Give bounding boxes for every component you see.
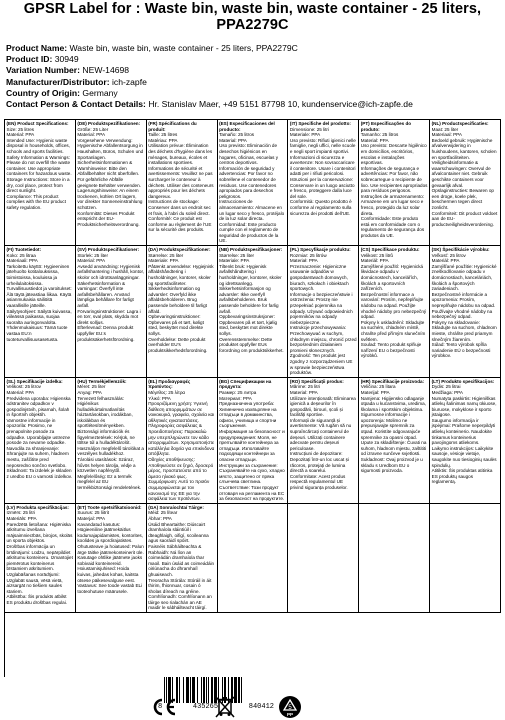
spec-cell: [288, 120, 359, 246]
spec-cell-heading: (ET) Toote spetsifikatsioonid:: [77, 504, 142, 510]
spec-cell: [76, 504, 147, 613]
info-row-variation-number: Variation Number: NEW-14698: [6, 65, 130, 76]
empty-cell: [359, 504, 430, 613]
spec-cell: [359, 246, 430, 378]
ce-mark-icon: [150, 697, 178, 717]
spec-cell-heading: (HU) Termékjellemzők:: [77, 378, 127, 384]
spec-cell: [147, 378, 218, 504]
spec-cell-heading: (EL) Προδιαγραφές προϊόντος:: [148, 378, 191, 390]
spec-cell-text: Tamaño: 25 litros Material: PPA Uso previsto: Eliminación de desechos higiénicos en hogares, oficinas, escuelas y centros deportivos. Información de seguridad y advertencias: Por favor no sobrellene el contenedor de residuos. Use contenedores apropiados para desechos peligrosos. Instrucciones de almacenamiento: Almacene en un lugar seco y fresco, protéjalo de la luz solar directa. Conformidad: Este producto cumple con el reglamento de seguridad de productos de la UE.: [219, 132, 285, 244]
spec-cell-text: Velikost: 25 litrů Materiál: PPA Zamýšlené použití: Hygienická likvidace odpadu v domácnostech, kancelářích, školách a sportovních zařízeních. Bezpečnostní informace a varování: Prosím, nepřeplňujte nádobu na odpad. Použijte vhodné nádoby pro nebezpečný odpad. Pokyny k uskladnění: Skladujte na suchém, chladném místě, chraňte před přímým slunečním světlem. Soulad: Tento produkt splňuje nařízení EU o bezpečnosti výrobků.: [360, 252, 427, 359]
spec-cell: [359, 120, 430, 246]
spec-cell-text: Größe: 25 Liter Material: PPA Vorgesehene Verwendung: Hygienische Abfallentsorgung in Haushalten, Büros, Schulen und Sportanlagen. Sicherheitsinformationen & Warnhinweise: Bitte den Abfallbehälter nicht überfüllen. Für gefährliche Abfälle geeignete Behälter verwenden. Lagerungshinweise: An einem trockenen, kühlen Ort lagern, vor direkter Sonneneinstrahlung schützen. Konformität: Dieses Produkt entspricht der EU-Produktsicherheitsverordnung.: [77, 126, 144, 227]
spec-cell-heading: (RO) Specificații produs:: [289, 378, 344, 384]
info-row-contact: Contact Person & Contact Details: Hr. Stanislav Maer, +49 5151 87798 10, kundenservice@ich-zapfe.de: [6, 99, 413, 110]
spec-cell-text: Størrelse: 25 liter Materiale: PPA Påtænkt anvendelse: Hygiejnisk affaldshåndtering i husholdninger, kontorer, skoler og sportsfaciliteter. Sikkerhedsinformation og advarsler: Overfyld ikke affaldsbeholderen. Brug passende beholdere til farligt affald. Opbevaringsinstruktioner: Opbevares på et tørt, køligt sted, beskyttet mod direkte sollys. Overholdelse: Dette produkt overholder EU's produktsikkerhedsforordning.: [148, 252, 214, 353]
crossed-out-wheelie-bin-icon: [214, 695, 236, 719]
spec-cell: [5, 504, 76, 613]
empty-cell: [288, 504, 359, 613]
spec-cell-text: Méid: 25 lítear Ábhar: PPA Úsáid Bheartaithe: Diúscairt dramhaíola sláintiúil i dteaghlaigh, oifigí, scoileanna agus saoráidí spóirt. Faisnéis Sábháilteachta & Rabhaidh: Ná líon an coimeádán dramhaíola thar maoil. Bain úsáid as coimeádáin oiriúnacha do dhramhaíl ghuaiseach. Treoracha Stórála: Stóráil in áit thirim, fhionnuar, cosain ó sholas díreach na gréine. Comhlíonadh: Comhlíonann an táirge seo rialachán an AE maidir le sábháilteacht táirgí.: [148, 510, 215, 611]
spec-cell-text: Tamanho: 25 litros Material: PPA Uso previsto: Descarte higiênico em domicílios, escritórios, escolas e instalações esportivas. Informações de segurança e advertências: Por favor, não sobrecarregue o recipiente de lixo. Use recipientes apropriados para resíduos perigosos. Instruções de armazenamento: Armazene em um lugar seco e fresco, protegido da luz solar direta. Conformidade: Este produto está em conformidade com o regulamento de segurança dos produtos da UE.: [360, 132, 428, 238]
spec-cell-text: Mărime: 25 litri Material: PPA Utilizare intenționată: Eliminarea igienică a deșeurilor în gospodării, birouri, școli și facilități sportive. Informații de siguranță și avertismente: Vă rugăm să nu supraîncărcați containerul de deșeuri. Utilizați containere adecvate pentru deșeuri periculoase. Instrucțiuni de depozitare: Depozitați într-un loc uscat și răcoros, protejați de lumina directă a soarelui. Conformitate: Acest produs respectă regulamentul UE privind siguranța produselor.: [289, 384, 356, 490]
spec-cell: [218, 120, 289, 246]
spec-cell-text: Taille: 25 litres Matériau: PPA Utilisation prévue: Élimination des déchets d'hygiène dans les ménages, bureaux, écoles et installations sportives. Informations de sécurité et avertissements: Veuillez ne pas surcharger le conteneur à déchets. Utiliser des conteneurs appropriés pour les déchets dangereux. Instructions de stockage: Conserver dans un endroit sec et frais, à l'abri du soleil direct. Conformité: Ce produit est conforme au règlement de l'UE sur la sécurité des produits.: [148, 132, 214, 233]
spec-cell: [5, 120, 76, 246]
info-row-manufacturer: Manufacturer/Distributor: ich-zapfe: [6, 76, 147, 87]
spec-cell-heading: (SL) Specifikacije izdelka:: [6, 378, 63, 384]
spec-cell-heading: (NL) Productspecificaties:: [431, 121, 489, 126]
spec-cell-heading: (LV) Produkta specifikācijas:: [6, 504, 69, 510]
spec-cell-text: Размер: 25 литра Материал: PPA Предназначена употреба: Хигиенично изхвърляне на отпадъци в домакинства, офиси, училища и спортни съоръжения. Информация за безопасност и предупреждения: Моля, не препълвайте контейнера за отпадъци. Използвайте подходящи контейнери за опасни отпадъци. Инструкции за съхранение: Съхранявайте на сухо, хладно място, защитено от пряка слънчева светлина. Съответствие: Този продукт отговаря на регламента на ЕС за безопасност на продуктите.: [219, 389, 285, 502]
barcode-digit-right: 840412: [248, 703, 274, 711]
spec-cell-text: Dimensione: 25 litri Materiale: PPA Uso previsto: Rifiuti igienici nelle famiglie, negli uffici, nelle scuole e negli sport impianti sportivi. Informazioni di sicurezza e avvertenze: Non sovraccaricare il contenitore. Usare i contenitori adatti per i rifiuti pericolosi. Istruzioni per la conservazione: Conservare in un luogo asciutto e fresco, proteggere dalla luce del sole. Conformità: Questo prodotto è conforme al regolamento sulla sicurezza dei prodotti dell'UE.: [289, 126, 356, 216]
spec-cell: [359, 378, 430, 504]
spec-cell-heading: (DE) Produktspezifikationen:: [77, 121, 141, 126]
spec-cell-heading: (SV) Produktspecifikationer:: [77, 247, 140, 253]
label-title: GPSR Label for : Waste bin, waste bin, waste container - 25 liters, PPA2279C: [23, 1, 482, 33]
empty-cell: [218, 504, 289, 613]
spec-cell-heading: (NB) Produktspesifikasjoner:: [219, 247, 283, 253]
spec-cell: [147, 246, 218, 378]
spec-cell: [218, 246, 289, 378]
spec-cell: [76, 378, 147, 504]
spec-cell: [288, 378, 359, 504]
spec-cell: [147, 504, 218, 613]
spec-cell-heading: (HR) Specifikacije proizvoda:: [360, 378, 425, 384]
spec-cell-heading: (GA) Sonraíochtaí Táirge:: [148, 504, 204, 510]
spec-cell: [5, 246, 76, 378]
spec-cell-text: Size: 25 litres Material: PPA Intended Use: Hygienic waste disposal in households, offices, schools and sports facilities. Safety Information & Warnings: Please do not overfill the waste container. Use appropriate containers for hazardous waste. Storage Instructions: Store in a dry, cool place, protect from direct sunlight. Compliance: This product complies with the EU product safety regulation.: [6, 126, 72, 210]
spec-cell-heading: (PL) Specyfikacje produktu:: [289, 247, 351, 253]
spec-cell-heading: (FI) Tuotetiedot:: [6, 247, 42, 253]
spec-cell-text: Suurus: 25 liitrit Materjal: PPA Kavandatud kasutus: Hügieeniline jäätmekäitlus kodumajapidamistes, kontorites, koolides ja spordirajatistes. Ohutusteave ja hoiatused: Palun ärge täitke jäätmekonteinerit üle. Kasutage ohtlike jäätmete jaoks sobivaid konteinereid. Hoiustamisjuhised: Hoida kuivas, jahedas kohas, kaitsta otsese päikesevalguse eest. Vastavus: See toode vastab ELi tooteohutuse määrusele.: [77, 510, 144, 594]
spec-cell: [5, 378, 76, 504]
pp-code-number: 5: [288, 705, 292, 711]
spec-cell: [430, 246, 501, 378]
spec-cell: [76, 246, 147, 378]
spec-cell-text: Storlek: 25 liter Material: PPA Avsedd användning: Hygienisk avfallshantering i hushåll, kontor, skolor och idrottsanläggningar. Säkerhetsinformation & varningar: Överfyll inte avfallsbehållaren. Använd lämpliga behållare för farligt avfall. Förvaringsinstruktioner: Lagra i en torr, sval plats, skydda mot direkt solljus. Efterlevnad: Denna produkt uppfyller EU:s produktsäkerhetsförordning.: [77, 252, 144, 342]
spec-cell-text: Koko: 25 litraa Materiaali: PPA Tarkoitettu käyttö: Hygieeninen jätehuolto kotitalouksissa, toimistoissa, kouluissa ja urheilulaitoksissa. Turvallisuustiedot ja varoitukset: Älä täytä jäteastiaa liikaa. Käytä asianmukaisia säiliöitä vaarallisille jätteille. Säilytysohjeet: Säilytä kuivassa, viileässä paikassa, suojaa suoralta auringonvalolta. Yhdenmukaisuus: Tämä tuote vastaa EU:n tuoteturvallisuusasetusta.: [6, 252, 72, 342]
spec-cell-heading: (PT) Especificações do produto:: [360, 121, 412, 132]
info-row-product-id: Product ID: 30949: [6, 54, 79, 65]
info-row-country-of-origin: Country of Origin: Germany: [6, 87, 118, 98]
spec-cell-text: Maat: 25 liter Materiaal: PPA Bedoeld gebruik: Hygiënische afvalverwijdering in huishoudens, kantoren, scholen en sportfaciliteiten. Veiligheidsinformatie & waarschuwingen: Overvul de afvalcontainer niet. Gebruik geschikte containers voor gevaarlijk afval. Opslaginstructies: Bewaren op een droge, koele plek, beschermen tegen direct zonlicht. Conformiteit: Dit product voldoet aan de EU-productveiligheidsverordening.: [431, 126, 498, 227]
barcode-digit-prefix: 8: [158, 703, 163, 711]
spec-cell-text: Velikost: 25 litrov Material: PPA Predvidena uporaba: Higienska odstranitev odpadkov v gospodinjstvih, pisarnah, šolah in športnih objektih. Varnostne informacije in opozorila: Prosimo, ne prenapolnite posode za odpadke. Uporabljajte ustrezne posode za nevarne odpadke. Navodila za shranjevanje: Shranjujte na suhem, hladnem mestu, zaščitite pred neposredno sončno svetlobo. Skladnost: Ta izdelek je skladen z uredbo EU o varnosti izdelkov.: [6, 384, 73, 479]
spec-cell-heading: (FR) Spécifications du produit:: [148, 121, 197, 132]
spec-cell-heading: (DA) Produktspecifikationer:: [148, 247, 211, 253]
empty-cell: [430, 504, 501, 613]
spec-cell-heading: (CS) Specifikace produktu:: [360, 247, 420, 253]
spec-cell-heading: (ES) Especificaciones del producto:: [219, 121, 275, 132]
spec-cell: [147, 120, 218, 246]
spec-cell-text: Méret: 25 liter Anyag: PPA Tervezett felhasználás: Higiénikus hulladékártalmatlanítás háztartásokban, irodákban, iskolákban és sportlétesítményekben. Biztonsági információk és figyelmeztetések: Kérjük, ne töltse túl a hulladéktárolót. Használjon megfelelő tárolókat a veszélyes hulladékhoz. Tárolási utasítások: Száraz, hűvös helyen tárolja, védje a közvetlen napfénytől. Megfelelőség: Ez a termék megfelel az EU termékbiztonsági rendeletének.: [77, 384, 144, 490]
spec-cell-heading: (IT) Specifiche del prodotto:: [289, 121, 351, 126]
spec-cell-text: Veľkosť: 25 litrov Materiál: PPA Zamýšľané použitie: Hygienické zneškodňovanie odpadu v domácnostiach, kanceláriách, školách a športových zariadeniach. Bezpečnostné informácie a upozornenia: Prosím, nepreplňujte nádobu na odpad. Používajte vhodné nádoby na nebezpečný odpad. Pokyny na skladovanie: Skladujte na suchom, chladnom mieste, chráňte pred priamym slnečným žiarením. Súlad: Tento výrobok spĺňa nariadenie EÚ o bezpečnosti výrobkov.: [431, 252, 497, 359]
label-footer: [4, 677, 501, 720]
info-row-product-name: Product Name: Waste bin, waste bin, waste container - 25 liters, PPA2279C: [6, 43, 298, 53]
spec-cell-heading: (EN) Product Specifications:: [6, 121, 69, 126]
pp-code-label: PP: [286, 712, 294, 717]
spec-cell-text: Dydis: 25 litrai Medžiaga: PPA Numatyta paskirtis: Higieniškas atliekų šalinimas namų ūkiuose, biuruose, mokyklose ir sporto įstaigose. Saugumo informacija ir įspėjimai: Prašome neperpildyti atliekų konteinerio. Naudokite tinkamus konteinerius pavojingoms atliekoms. Laikymo instrukcijos: Laikykite sausoje, vėsioje vietoje, saugokite nuo tiesioginių saulės spindulių. Atitiktis: Šis produktas atitinka ES produktų saugos reglamentą.: [431, 384, 497, 485]
spec-cell-text: Størrelse: 25 liter Materiale: PPA Tiltenkt bruk: Hygienisk avfallshåndtering i husholdninger, kontorer, skoler og idrettsanlegg. Sikkerhetsinformasjon og advarsler: Ikke overfyll avfallsbeholderen. Bruk passende beholdere for farlig avfall. Oppbevaringsinstruksjoner: Oppbevares på et tørt, kjølig sted, beskyttet mot direkte sollys. Overensstemmelse: Dette produktet oppfyller EUs forordning om produktsikkerhet.: [219, 252, 284, 353]
pp-recycling-code-icon: [278, 695, 302, 719]
spec-cell: [76, 120, 147, 246]
spec-cell-heading: (SK) Špecifikácie výrobku:: [431, 247, 490, 253]
spec-cell-text: Μέγεθος: 25 λίτρα Υλικό: PPA Προοριζόμενη χρήση: Υγιεινή διάθεση απορριμμάτων σε νοικοκυριά, γραφεία, σχολεία και αθλητικές εγκαταστάσεις. Πληροφορίες ασφάλειας & προειδοποιήσεις: Παρακαλώ μην υπερπληρώνετε τον κάδο απορριμμάτων. Χρησιμοποιήστε κατάλληλα δοχεία για επικίνδυνα απόβλητα. Οδηγίες αποθήκευσης: Αποθηκεύστε σε ξηρό, δροσερό μέρος, προστατεύστε από το άμεσο ηλιακό φως. Συμμόρφωση: Αυτό το προϊόν συμμορφώνεται με τον κανονισμό της ΕΕ για την ασφάλεια των προϊόντων.: [148, 389, 215, 502]
spec-cell: [430, 378, 501, 504]
product-info: [6, 43, 499, 110]
barcode-digit-left: 435265: [192, 703, 219, 711]
spec-cell-heading: (BG) Спецификации на продукта:: [219, 378, 272, 390]
spec-cell: [430, 120, 501, 246]
spec-cell: [218, 378, 289, 504]
spec-cell: [288, 246, 359, 378]
spec-cell-text: Rozmiar: 25 litrów Materiał: PPA Przeznaczenie: Higieniczne usuwanie odpadów w gospodarstwach domowych, biurach, szkołach i obiektach sportowych. Informacje o bezpieczeństwie i ostrzeżenia: Proszę nie przepełniać pojemnika na odpady. Używać odpowiednich pojemników na odpady niebezpieczne. Instrukcje przechowywania: Przechowywać w suchym, chłodnym miejscu, chronić przed bezpośrednim działaniem promieni słonecznych. Zgodność: Ten produkt jest zgodny z rozporządzeniem UE w sprawie bezpieczeństwa produktów.: [289, 252, 357, 376]
spec-cell-heading: (LT) Produkto specifikacijos:: [431, 378, 495, 384]
spec-cell-text: Veličina: 25 litara Materijal: PPA Namjena: Higijensko odlaganje otpada u kućanstvima, uredima, školama i sportskim objektima. Sigurnosne informacije i upozorenja: Molimo ne prepunjavajte spremnik za otpad. Koristite odgovarajuće spremnike za opasni otpad. Upute za skladištenje: Čuvati na suhom, hladnom mjestu, zaštititi od izravne sunčeve svjetlosti. Sukladnost: Ovaj proizvod je u skladu s Uredbom EU o sigurnosti proizvoda.: [360, 384, 427, 474]
spec-cell-text: Izmērs: 25 litri Materiāls: PPA Paredzētā lietošana: Higiēniska atkritumu izvešana mājsaimniecībās, birojos, skolās un sporta objektos. Drošības informācija un brīdinājumi: Lūdzu, nepārpildiet atkritumu konteineru. Izmantojiet piemērotus konteinerus bīstamiem atkritumiem. Uzglabāšanas norādījumi: Uzglabāt sausā, vēsā vietā, aizsargāt no tiešiem saules stariem. Atbilstība: Šis produkts atbilst ES produktu drošības regulai.: [6, 510, 73, 605]
language-specification-grid: [4, 119, 501, 677]
